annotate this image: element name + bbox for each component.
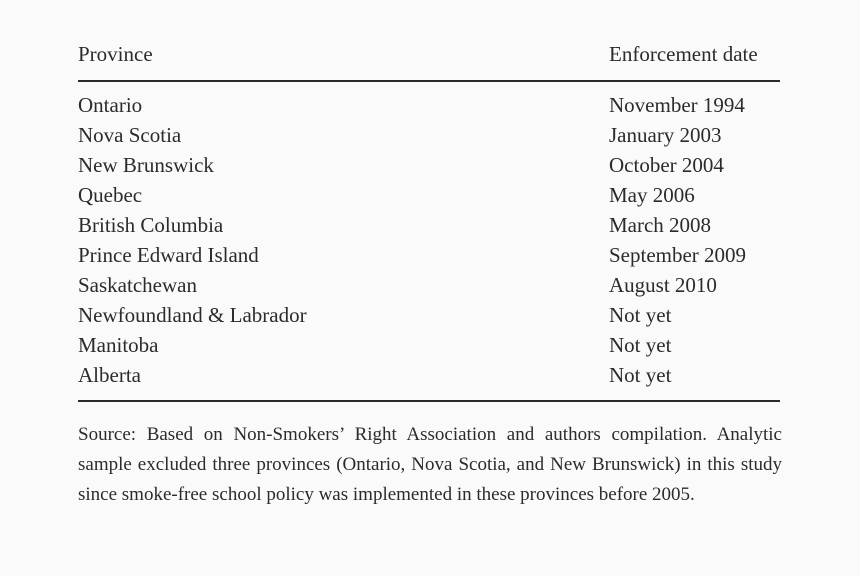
table-row <box>78 330 780 360</box>
bottom-rule <box>78 400 780 402</box>
table-row <box>78 90 780 120</box>
province-cell: Alberta <box>78 363 141 387</box>
date-cell: November 1994 <box>609 93 745 117</box>
table-row <box>78 360 780 390</box>
table-row <box>78 210 780 240</box>
province-cell: Prince Edward Island <box>78 243 259 267</box>
table-row <box>78 270 780 300</box>
table-row <box>78 180 780 210</box>
province-cell: New Brunswick <box>78 153 214 177</box>
province-cell: Saskatchewan <box>78 273 197 297</box>
table-header-row <box>78 36 780 72</box>
date-cell: October 2004 <box>609 153 724 177</box>
date-cell: Not yet <box>609 303 672 327</box>
date-cell: September 2009 <box>609 243 747 267</box>
table-row <box>78 120 780 150</box>
province-cell: Quebec <box>78 183 143 207</box>
province-cell: Manitoba <box>78 333 159 357</box>
date-cell: May 2006 <box>609 183 695 207</box>
date-cell: Not yet <box>609 363 672 387</box>
date-cell: Not yet <box>609 333 672 357</box>
province-column-header: Province <box>78 42 153 66</box>
province-cell: Ontario <box>78 93 143 117</box>
date-cell: March 2008 <box>609 213 712 237</box>
table-body <box>78 82 780 400</box>
date-cell: January 2003 <box>609 123 722 147</box>
source-note: Source: Based on Non-Smokers’ Right Association and authors compilation. Analytic sample excluded three provinces (Ontario, Nova Scotia, and New Brunswick) in this study since smoke-free school policy was implemented in these provinces before 2005. <box>78 424 782 505</box>
date-cell: August 2010 <box>609 273 717 297</box>
table-row <box>78 240 780 270</box>
enforcement-table <box>78 36 780 402</box>
table-row <box>78 150 780 180</box>
province-cell: Nova Scotia <box>78 123 182 147</box>
province-cell: British Columbia <box>78 213 224 237</box>
enforcement-date-column-header: Enforcement date <box>609 42 758 66</box>
table-row <box>78 300 780 330</box>
province-cell: Newfoundland & Labrador <box>78 303 307 327</box>
